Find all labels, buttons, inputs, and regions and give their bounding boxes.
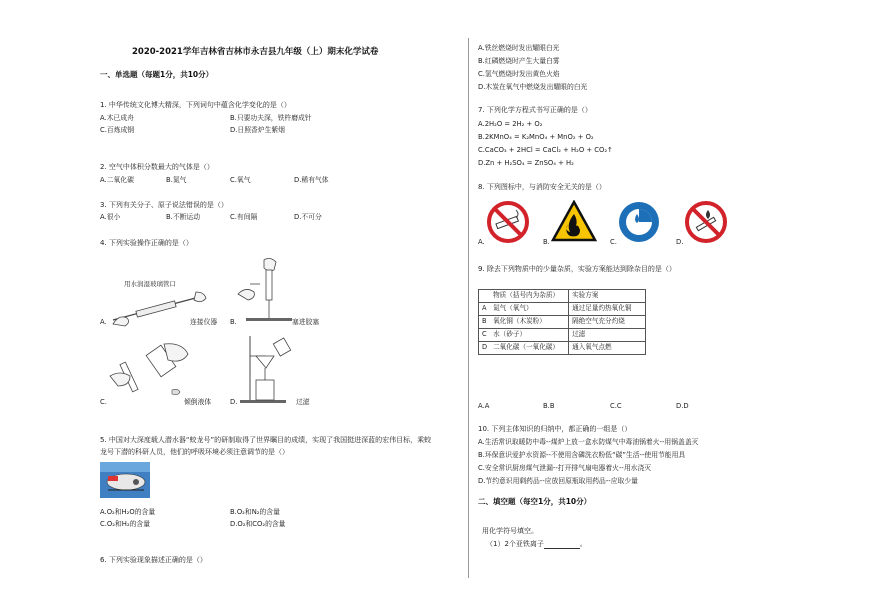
question-1-option-c[interactable]: C.百炼成钢 [100,126,135,134]
question-8-option-a[interactable]: A. [478,238,485,246]
question-1-option-b[interactable]: B.只要功夫深，铁杵磨成针 [230,114,312,122]
question-8-option-c[interactable]: C. [610,238,617,246]
question-7-stem: 7. 下列化学方程式书写正确的是（） [478,106,592,114]
question-5-option-a[interactable]: A.O₂和H₂O的含量 [100,508,156,516]
question-5-option-d[interactable]: D.O₂和CO₂的含量 [230,520,286,528]
figure-filtration [236,334,300,408]
question-4-stem: 4. 下列实验操作正确的是（） [100,239,193,247]
question-2-option-a[interactable]: A.二氧化碳 [100,176,134,184]
question-10-option-a[interactable]: A.生活常识取暖防中毒--煤炉上放一盒水防煤气中毒油锅着火--用锅盖盖灭 [478,438,699,446]
question-4-option-a-label[interactable]: A. [100,318,107,326]
figure-pour-liquid [108,340,198,400]
section-heading-single-choice: 一、单选题（每题1分，共10分） [100,70,214,79]
question-4-option-b-caption: 塞进胶塞 [292,318,320,326]
question-1-option-a[interactable]: A.木已成舟 [100,114,134,122]
question-10-option-c[interactable]: C.安全常识厨房煤气泄漏--打开排气扇电器着火--用水浇灭 [478,464,652,472]
table-header-method: 实验方案 [569,290,646,303]
question-9-option-b[interactable]: B.B [543,402,555,410]
question-9-option-d[interactable]: D.D [676,402,689,410]
question-4-option-c-label[interactable]: C. [100,398,107,406]
table-row: C 水（砂子） 过滤 [479,328,646,341]
question-6-option-d[interactable]: D.木炭在氧气中燃烧发出耀眼的白光 [478,83,588,91]
question-5-stem-line-1: 5. 中国对大深度载人潜水器“蛟龙号”的研制取得了世界瞩目的成绩，实现了我国挺进深蓝的宏伟目标，乘蛟 [100,436,432,444]
impurity-removal-table [478,289,646,355]
question-3-option-c[interactable]: C.有间隔 [230,213,258,221]
question-9-stem: 9. 除去下列物质中的少量杂质，实验方案能达到除杂目的是（） [478,265,676,273]
question-3-option-d[interactable]: D.不可分 [294,213,322,221]
question-10-option-d[interactable]: D.节约意识用剩药品--应放回原瓶取用药品--应取少量 [478,477,638,485]
flammable-warning-icon [551,200,597,242]
table-row: B 氧化铜（木炭粉） 隔绝空气充分灼烧 [479,315,646,328]
question-9-option-c[interactable]: C.C [610,402,622,410]
question-2-option-c[interactable]: C.氧气 [230,176,251,184]
question-7-option-b[interactable]: B.2KMnO₄ = K₂MnO₄ + MnO₂ + O₂ [478,133,594,141]
table-row: D 二氧化碳（一氧化碳） 通入氧气点燃 [479,341,646,354]
question-8-option-b[interactable]: B. [543,238,550,246]
question-10-stem: 10. 下列主体知识的归纳中，都正确的一组是（） [478,425,632,433]
question-3-stem: 3. 下列有关分子、原子说法错误的是（） [100,201,228,209]
fill-in-item-1: （1）2个亚铁离子 。 [486,540,587,548]
table-row: A 氮气（氧气） 通过足量灼热氧化铜 [479,302,646,315]
question-6-stem: 6. 下列实验现象描述正确的是（） [100,556,207,564]
question-2-option-d[interactable]: D.稀有气体 [294,176,329,184]
question-9-option-a[interactable]: A.A [478,402,490,410]
question-4-option-a-caption: 连接仪器 [190,318,218,326]
question-3-option-b[interactable]: B.不断运动 [166,213,201,221]
question-2-stem: 2. 空气中体积分数最大的气体是（） [100,163,214,171]
question-1-stem: 1. 中华传统文化博大精深，下列词句中蕴含化学变化的是（） [100,101,291,109]
question-7-option-a[interactable]: A.2H₂O = 2H₂ + O₂ [478,120,543,128]
fill-in-instruction: 用化学符号填空。 [482,527,538,535]
question-6-option-c[interactable]: C.氢气燃烧时发出黄色火焰 [478,70,560,78]
section-heading-fill-in: 二、填空题（每空1分，共10分） [478,497,592,506]
water-saving-icon [617,200,661,244]
question-1-option-d[interactable]: D.日照香炉生紫烟 [230,126,285,134]
question-4-option-b-label[interactable]: B. [230,318,237,326]
figure-insert-stopper [236,256,296,326]
question-7-option-d[interactable]: D.Zn + H₂SO₄ = ZnSO₄ + H₂ [478,159,574,167]
question-4-option-c-caption: 倾倒液体 [184,398,212,406]
answer-blank[interactable] [544,541,580,549]
question-4-figure-caption: 用水润湿玻璃管口 [124,280,176,288]
no-open-flame-icon [684,200,728,244]
question-5-stem-line-2: 龙号下潜的科研人员，他们的呼吸环境必须注意调节的是（） [100,448,289,456]
question-10-option-b[interactable]: B.环保意识爱护水资源--不使用含磷洗衣粉低“碳”生活--使用节能用具 [478,451,686,459]
table-header-substance: 物质（括号内为杂质） [490,290,569,303]
question-4-option-d-label[interactable]: D. [230,398,238,406]
question-5-option-c[interactable]: C.O₂和H₂的含量 [100,520,151,528]
question-3-option-a[interactable]: A.很小 [100,213,121,221]
question-8-stem: 8. 下列图标中，与消防安全无关的是（） [478,183,606,191]
question-6-option-a[interactable]: A.铁丝燃烧时发出耀眼白光 [478,44,560,52]
question-8-option-d[interactable]: D. [676,238,684,246]
question-5-option-b[interactable]: B.O₂和N₂的含量 [230,508,280,516]
submersible-photo [100,462,150,498]
question-6-option-b[interactable]: B.红磷燃烧时产生大量白雾 [478,57,560,65]
paper-title: 2020-2021学年吉林省吉林市永吉县九年级（上）期末化学试卷 [132,47,379,57]
question-2-option-b[interactable]: B.氮气 [166,176,187,184]
question-4-option-d-caption: 过滤 [296,398,310,406]
no-smoking-icon [486,200,530,244]
table-header-row [479,290,646,303]
column-divider [468,38,469,578]
question-7-option-c[interactable]: C.CaCO₃ + 2HCl = CaCl₂ + H₂O + CO₂↑ [478,146,613,154]
